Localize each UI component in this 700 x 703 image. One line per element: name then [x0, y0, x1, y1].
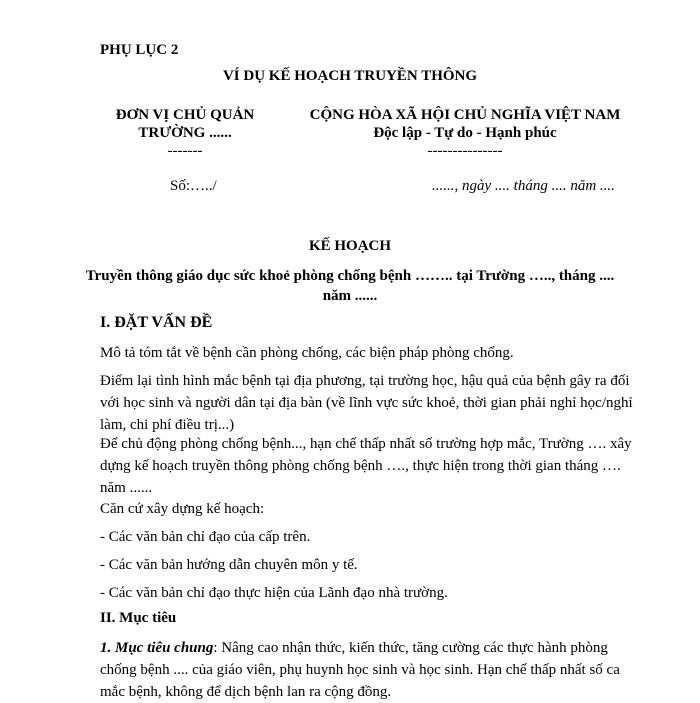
- general-goal-text: : Nâng cao nhận thức, kiến thức, tăng cường các thực hành phòng chống bệnh .... của giáo viên, phụ huynh học sinh và học sinh. Hạn chế thấp nhất số ca mắc bệnh, không để dịch bệnh lan ra cộng đồng.: [100, 640, 620, 700]
- section1-heading: I. ĐẶT VẤN ĐỀ: [100, 314, 213, 331]
- general-goal-label: 1. Mục tiêu chung: [100, 640, 214, 656]
- general-goal-paragraph: [100, 637, 635, 703]
- country-name: CỘNG HÒA XÃ HỘI CHỦ NGHĨA VIỆT NAM: [309, 107, 621, 123]
- left-divider: -------: [167, 143, 203, 159]
- section1-paragraph-2: Điểm lại tình hình mắc bệnh tại địa phương, tại trường học, hậu quả của bệnh gây ra đối với học sinh và người dân tại địa bàn (về lĩnh vực sức khoẻ, thời gian phải nghỉ học/nghỉ làm, chi phí điều trị...): [100, 373, 633, 433]
- document-title: VÍ DỤ KẾ HOẠCH TRUYỀN THÔNG: [222, 68, 478, 84]
- plan-subtitle-line1: Truyền thông giáo dục sức khoẻ phòng chống bệnh …….. tại Trường ….., tháng ....: [85, 268, 615, 284]
- basis-item-3: - Các văn bản chỉ đạo thực hiện của Lãnh đạo nhà trường.: [100, 585, 448, 601]
- header-right: [290, 106, 640, 160]
- motto: Độc lập - Tự do - Hạnh phúc: [373, 125, 557, 141]
- school-name: TRƯỜNG ......: [138, 125, 232, 141]
- section1-paragraph-4: Căn cứ xây dựng kế hoạch:: [100, 501, 265, 517]
- header-left: [100, 106, 270, 160]
- section1-paragraph-3: Để chủ động phòng chống bệnh..., hạn chế thấp nhất số trường hợp mắc, Trường …. xây dựng kế hoạch truyền thông phòng chống bệnh …., thực hiện trong thời gian tháng …. năm ......: [100, 436, 632, 496]
- appendix-label: PHỤ LỤC 2: [100, 42, 179, 58]
- right-divider: ---------------: [427, 143, 503, 159]
- plan-subtitle-line2: năm ......: [322, 288, 378, 304]
- section1-paragraph-1: Mô tả tóm tắt về bệnh cần phòng chống, các biện pháp phòng chống.: [100, 345, 514, 361]
- basis-item-2: - Các văn bản hướng dẫn chuyên môn y tế.: [100, 557, 358, 573]
- plan-title: KẾ HOẠCH: [308, 238, 392, 254]
- document-number: Số:…../: [170, 178, 217, 194]
- governing-unit: ĐƠN VỊ CHỦ QUẢN: [115, 107, 255, 123]
- date-line: ......, ngày .... tháng .... năm ....: [432, 178, 615, 194]
- section2-heading: II. Mục tiêu: [100, 610, 177, 626]
- basis-item-1: - Các văn bản chỉ đạo của cấp trên.: [100, 529, 311, 545]
